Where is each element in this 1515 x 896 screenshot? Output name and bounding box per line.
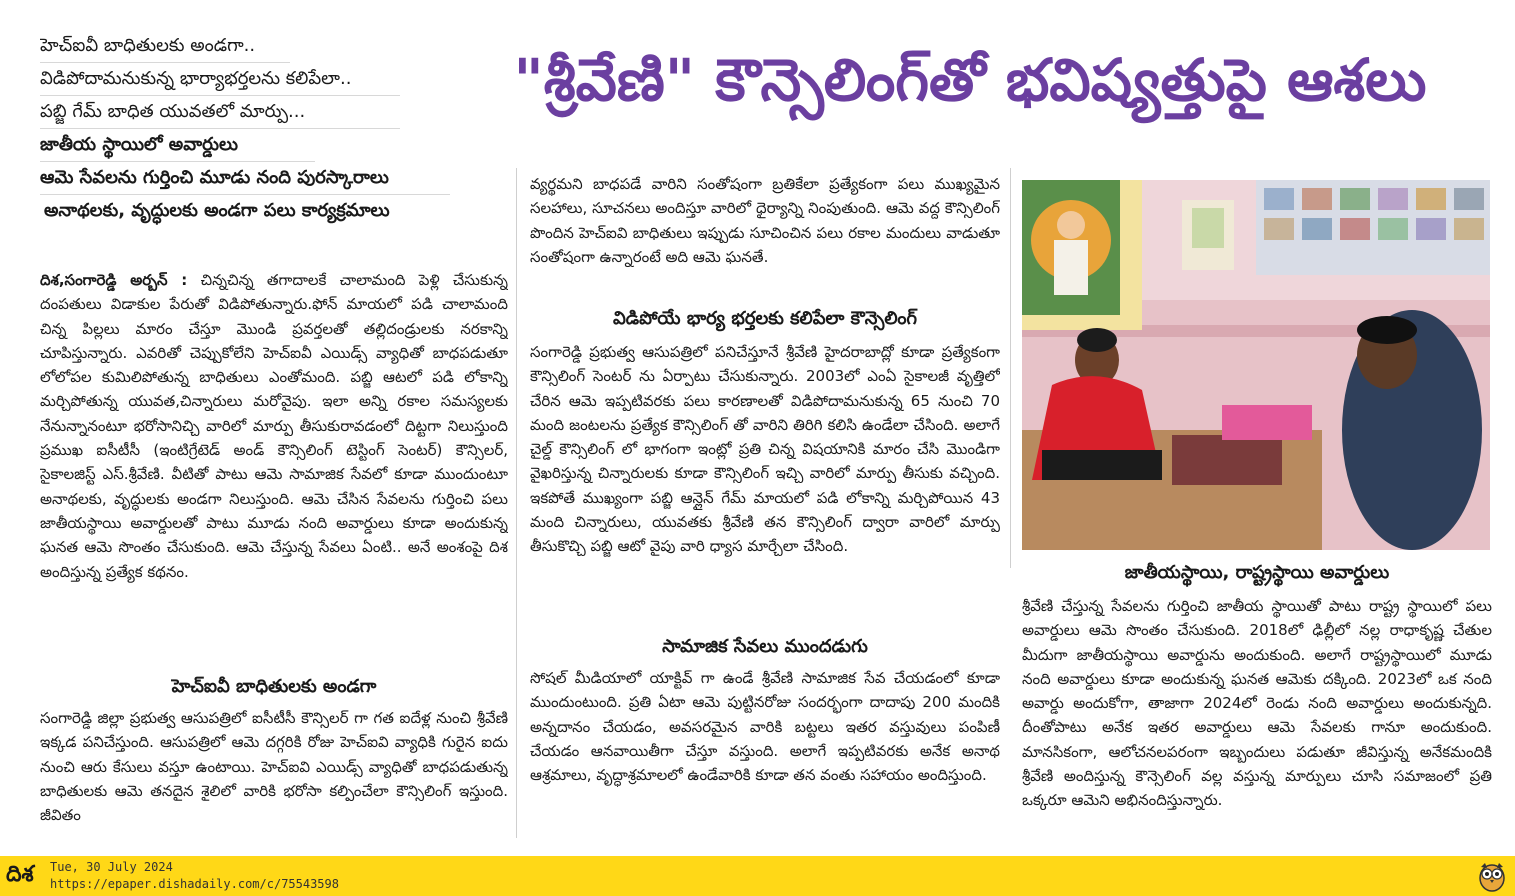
article-column-1-body	[40, 706, 508, 836]
source-url[interactable]: https://epaper.dishadaily.com/c/75543598	[50, 877, 339, 891]
section-heading: విడిపోయే భార్య భర్తలకు కలిపేలా కౌన్సెలింగ్	[612, 308, 918, 329]
paragraph: సంగారెడ్డి జిల్లా ప్రభుత్వ ఆసుపత్రిలో ఐసీటీసీ కౌన్సిలర్ గా గత ఐదేళ్ల నుంచి శ్రీవేణి ఇక్కడ పనిచేస్తుంది. ఆసుపత్రిలో ఆమె దగ్గరికి రోజు హెచ్ఐవి వ్యాధికి గురైన ఐదు నుంచి ఆరు కేసులు వస్తూ ఉంటాయి. హెచ్ఐవి ఎయిడ్స్ వ్యాధితో బాధపడుతున్న బాధితులకు ఆమె తనదైన శైలిలో వారికి భరోసా కల్పించేలా కౌన్సిలింగ్ ఇస్తుంది. జీవితం	[40, 709, 508, 825]
article-column-2-top	[530, 172, 1000, 296]
paragraph: శ్రీవేణి చేస్తున్న సేవలను గుర్తించి జాతీయ స్థాయితో పాటు రాష్ట్ర స్థాయిలో పలు అవార్డులు ఆమె సొంతం చేసుకుంది. 2018లో ఢిల్లీలో నల్ల రాధాకృష్ణ చేతుల మీదుగా జాతీయస్థాయి అవార్డును అందుకుంది. అలాగే రాష్ట్రస్థాయిలో మూడు నంది అవార్డులు కూడా అందుకున్న ఘనత ఆమెకు దక్కింది. 2023లో ఒక నంది అవార్డు అందుకోగా, తాజాగా 2024లో రెండు నంది అవార్డులు అందుకున్నది. దీంతోపాటు అనేక ఇతర అవార్డులు ఆమె సేవలకు గానూ అందుకుంది. మానసికంగా, ఆలోచనలపరంగా ఇబ్బందులు పడుతూ జీవిస్తున్న అనేకమందికి శ్రీవేణి అందిస్తున్న కౌన్సెలింగ్ వల్ల వస్తున్న మార్పులు చూసి సమాజంలో ప్రతి ఒక్కరూ ఆమెని అభినందిస్తున్నారు.	[1022, 597, 1492, 810]
highlight-item: జాతీయ స్థాయిలో అవార్డులు	[40, 129, 315, 162]
lead-paragraph: చిన్నచిన్న తగాదాలకే చాలామంది పెళ్లి చేసుకున్న దంపతులు విడాకుల పేరుతో విడిపోతున్నారు.ఫోన్ మాయలో పడి చాలామంది చిన్న పిల్లలు మారం చేస్తూ మొండి ప్రవర్తలతో తల్లిదండ్రులకు నరకాన్ని చూపిస్తున్నారు. ఎవరితో చెప్పుకోలేని హెచ్ఐవీ ఎయిడ్స్ వ్యాధితో బాధపడుతూ లోలోపల కుమిలిపోతున్న బాధితులు ఎంతోమంది. పబ్జి ఆటలో పడి లోకాన్ని మర్చిపోతున్న యువత,చిన్నారులు మరోవైపు. ఇలా అన్ని రకాల సమస్యలకు నేనున్నానంటూ భరోసానిచ్చి వారిలో మార్పు తీసుకురావడంలో దిట్టగా నిలుస్తుంది ప్రముఖ ఐసీటీసీ (ఇంటిగ్రేటెడ్ అండ్ కౌన్సిలింగ్ టెస్టింగ్ సెంటర్) కౌన్సిలర్, సైకాలజిస్ట్ ఎస్.శ్రీవేణి. వీటితో పాటు ఆమె సామాజిక సేవలో కూడా ముందుంటూ అనాథలకు, వృద్ధులకు అండగా నిలుస్తుంది. ఆమె చేసిన సేవలను గుర్తించి పలు జాతీయస్థాయి అవార్డులతో పాటు మూడు నంది అవార్డులు కూడా అందుకున్న ఘనత ఆమె సొంతం చేసుకుంది. ఆమె చేస్తున్న సేవలు ఏంటి.. అనే అంశంపై దిశ అందిస్తున్న ప్రత్యేక కథనం.	[40, 271, 508, 581]
section-heading: హెచ్ఐవీ బాధితులకు అండగా	[171, 676, 377, 697]
article-column-2-middle	[530, 340, 1000, 630]
highlight-item: విడిపోదామనుకున్న భార్యాభర్తలను కలిపేలా..	[40, 63, 400, 96]
paragraph: సోషల్ మీడియాలో యాక్టివ్ గా ఉండే శ్రీవేణి సామాజిక సేవ చేయడంలో కూడా ముందుంటుంది. ప్రతి ఏటా ఆమె పుట్టినరోజు సందర్భంగా దాదాపు 200 మందికి అన్నదానం చేయడం, అవసరమైన వారికి బట్టలు ఇతర వస్తువులు పంపిణీ చేయడం ఆనవాయితీగా చేస్తూ వస్తుంది. అలాగే ఇప్పటివరకు అనేక అనాథ ఆశ్రమాలు, వృద్ధాశ్రమాలలో ఉండేవారికి కూడా తన వంతు సహాయం అందిస్తుంది.	[530, 669, 1000, 785]
publish-date: Tue, 30 July 2024	[50, 860, 173, 874]
article-column-2-bottom	[530, 666, 1000, 830]
highlight-item: హెచ్ఐవీ బాధితులకు అండగా..	[40, 30, 290, 63]
paragraph: సంగారెడ్డి ప్రభుత్వ ఆసుపత్రిలో పనిచేస్తూనే శ్రీవేణి హైదరాబాద్లో కూడా ప్రత్యేకంగా కౌన్సిలింగ్ సెంటర్ ను ఏర్పాటు చేసుకున్నారు. 2003లో ఎంఏ సైకాలజీ వృత్తిలో చేరిన ఆమె ఇప్పటివరకు పలు కారణాలతో విడిపోదామనుకున్న 65 నుంచి 70 మంది జంటలను ప్రత్యేక కౌన్సిలింగ్ తో వారిని తిరిగి కలిసి ఉండేలా చేసింది. అలాగే చైల్డ్ కౌన్సిలింగ్ లో భాగంగా ఇంట్లో ప్రతి చిన్న విషయానికి మారం చేసి మొండిగా వైఖరిస్తున్న చిన్నారులకు కూడా కౌన్సిలింగ్ ఇచ్చి వారిలో మార్పు తీసుకు వచ్చింది. ఇకపోతే ముఖ్యంగా పబ్జి ఆన్లైన్ గేమ్ మాయలో పడి లోకాన్ని మర్చిపోయిన 43 మంది చిన్నారులు, యువతకు శ్రీవేణి తన కౌన్సిలింగ్ ద్వారా వారిలో మార్పు తీసుకొచ్చి పబ్జి ఆటో వైపు వారి ధ్యాస మార్చేలా చేసింది.	[530, 343, 1000, 556]
counselling-photo-illustration	[1022, 180, 1490, 550]
highlight-item: పబ్జి గేమ్ బాధిత యువతలో మార్పు...	[40, 96, 400, 129]
highlight-item: ఆమె సేవలను గుర్తించి మూడు నంది పురస్కారాలు	[40, 162, 450, 195]
section-heading: జాతీయస్థాయి, రాష్ట్రస్థాయి అవార్డులు	[1124, 562, 1390, 583]
article-column-1	[40, 268, 508, 666]
dateline: దిశ,సంగారెడ్డి అర్బన్ :	[40, 271, 188, 289]
article-photo	[1022, 180, 1490, 550]
column-divider	[1010, 168, 1011, 568]
column-divider	[516, 168, 517, 838]
footer-bar	[0, 856, 1515, 896]
article-column-3	[1022, 594, 1492, 854]
publisher-logo: దిశ	[6, 862, 34, 887]
section-heading: సామాజిక సేవలు ముందడుగు	[662, 636, 868, 657]
article-headline: "శ్రీవేణి" కౌన్సెలింగ్‌తో భవిష్యత్తుపై ఆశలు	[513, 46, 1427, 114]
highlight-item: అనాథలకు, వృద్ధులకు అండగా పలు కార్యక్రమాలు	[44, 200, 390, 221]
highlight-list	[40, 30, 490, 227]
owl-icon	[1477, 860, 1507, 892]
paragraph: వ్యర్థమని బాధపడే వారిని సంతోషంగా బ్రతికేలా ప్రత్యేకంగా పలు ముఖ్యమైన సలహాలు, సూచనలు అందిస్తూ వారిలో ధైర్యాన్ని నింపుతుంది. ఆమె వద్ద కౌన్సిలింగ్ పొందిన హెచ్ఐవి బాధితులు ఇప్పుడు సూచించిన పలు రకాల మందులు వాడుతూ సంతోషంగా ఉన్నారంటే అది ఆమె ఘనతే.	[530, 175, 1000, 266]
